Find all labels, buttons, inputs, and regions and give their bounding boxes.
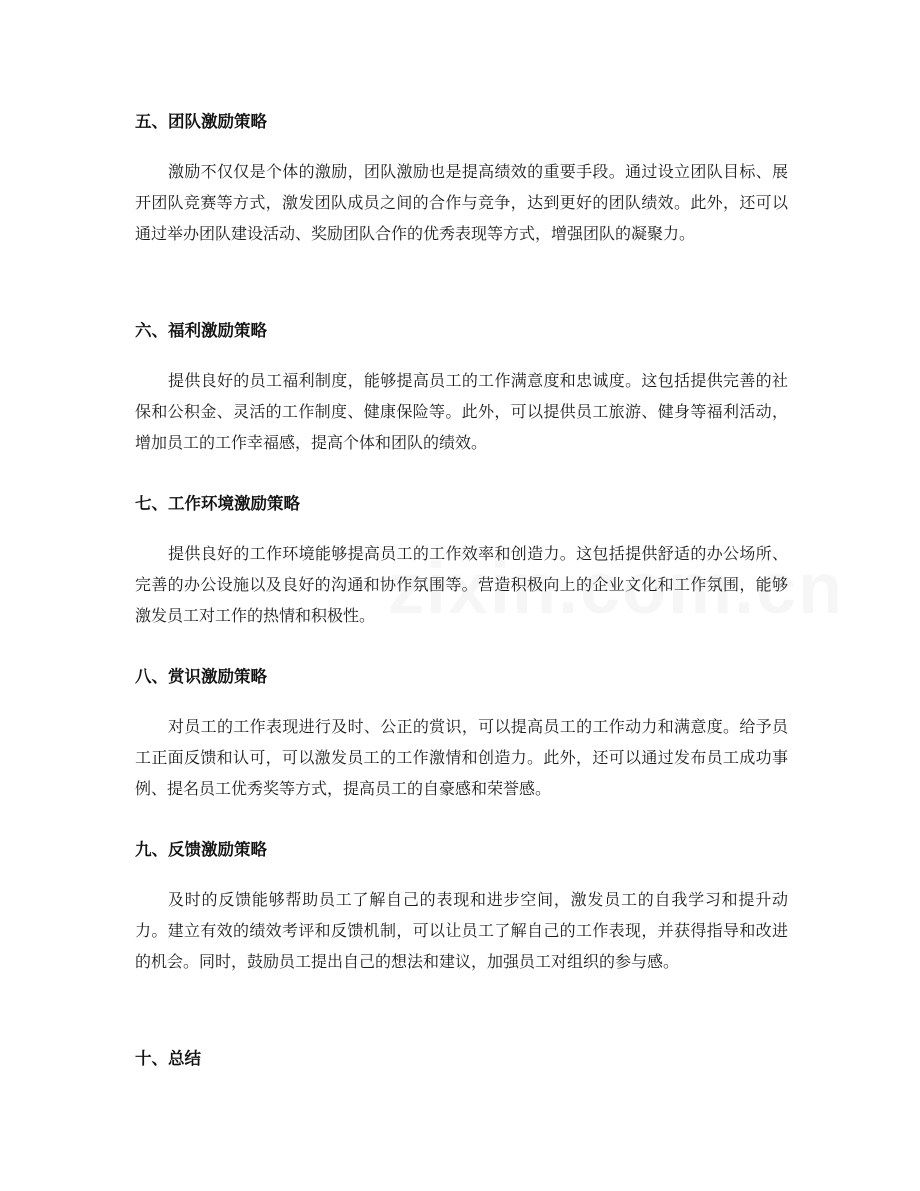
section-heading-work-environment-incentive: 七、工作环境激励策略 xyxy=(135,494,300,513)
section-body-feedback-incentive: 及时的反馈能够帮助员工了解自己的表现和进步空间，激发员工的自我学习和提升动力。建立有效的绩效考评和反馈机制，可以让员工了解自己的工作表现，并获得指导和改进的机会。同时，鼓励员工提出自己的想法和建议，加强员工对组织的参与感。 xyxy=(135,890,788,971)
section-heading-recognition-incentive: 八、赏识激励策略 xyxy=(135,667,267,686)
section-heading-welfare-incentive: 六、福利激励策略 xyxy=(135,321,267,340)
section-body-team-incentive: 激励不仅仅是个体的激励，团队激励也是提高绩效的重要手段。通过设立团队目标、展开团队竞赛等方式，激发团队成员之间的合作与竞争，达到更好的团队绩效。此外，还可以通过举办团队建设活动、奖励团队合作的优秀表现等方式，增强团队的凝聚力。 xyxy=(135,162,788,243)
section-body-work-environment-incentive: 提供良好的工作环境能够提高员工的工作效率和创造力。这包括提供舒适的办公场所、完善的办公设施以及良好的沟通和协作氛围等。营造积极向上的企业文化和工作氛围，能够激发员工对工作的热情和积极性。 xyxy=(135,544,788,625)
section-heading-feedback-incentive: 九、反馈激励策略 xyxy=(135,840,267,859)
section-body-recognition-incentive: 对员工的工作表现进行及时、公正的赏识，可以提高员工的工作动力和满意度。给予员工正面反馈和认可，可以激发员工的工作激情和创造力。此外，还可以通过发布员工成功事例、提名员工优秀奖等方式，提高员工的自豪感和荣誉感。 xyxy=(135,717,788,798)
section-body-welfare-incentive: 提供良好的员工福利制度，能够提高员工的工作满意度和忠诚度。这包括提供完善的社保和公积金、灵活的工作制度、健康保险等。此外，可以提供员工旅游、健身等福利活动，增加员工的工作幸福感，提高个体和团队的绩效。 xyxy=(135,371,788,452)
section-heading-summary: 十、总结 xyxy=(135,1049,201,1068)
section-heading-team-incentive: 五、团队激励策略 xyxy=(135,112,267,131)
